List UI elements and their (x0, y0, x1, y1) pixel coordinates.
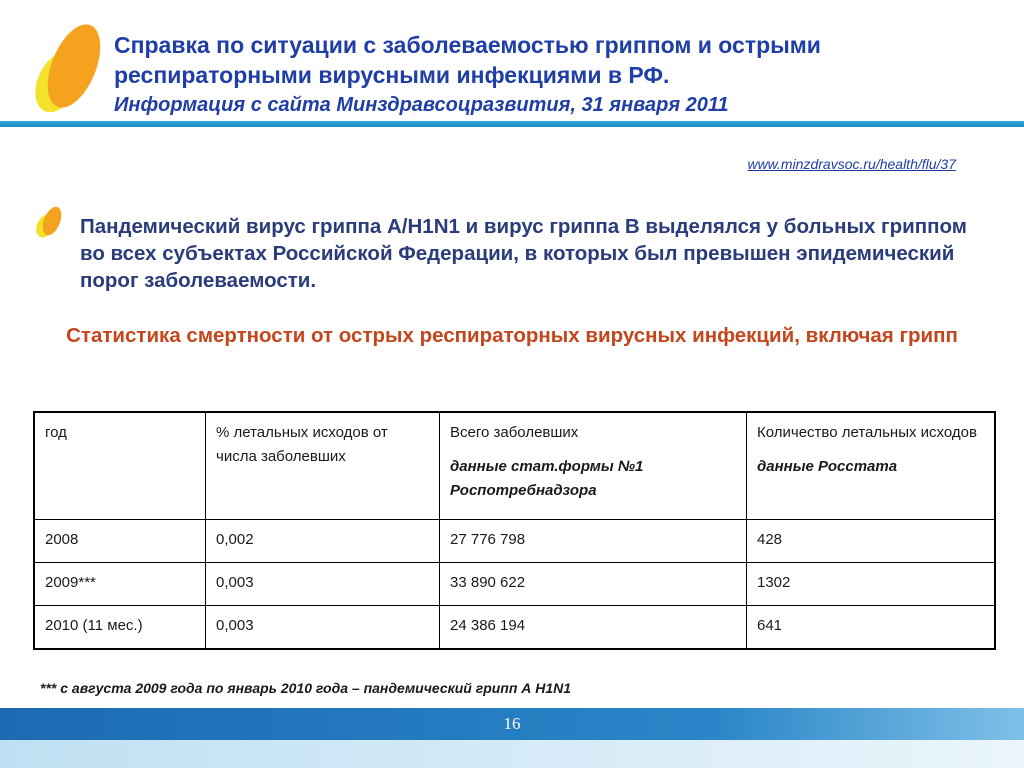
header-cell-lethal-percent (206, 412, 440, 520)
header-label: Всего заболевших (450, 424, 579, 441)
header-cell-lethal-count (747, 412, 996, 520)
cell-year: 2010 (11 мес.) (34, 606, 206, 650)
header-source-note: данные стат.формы №1 Роспотребнадзора (450, 458, 644, 499)
source-link[interactable]: www.minzdravsoc.ru/health/flu/37 (747, 156, 956, 172)
footnote: *** с августа 2009 года по январь 2010 года – пандемический грипп А H1N1 (40, 680, 572, 696)
table-row (34, 563, 995, 606)
header-cell-total-cases (440, 412, 747, 520)
header-cell-year (34, 412, 206, 520)
section-heading: Статистика смертности от острых респираторных вирусных инфекций, включая грипп (66, 324, 958, 347)
cell-lethal-count: 641 (747, 606, 996, 650)
page-number: 16 (503, 714, 521, 733)
cell-total-cases: 27 776 798 (440, 520, 747, 563)
cell-total-cases: 24 386 194 (440, 606, 747, 650)
cell-total-cases: 33 890 622 (440, 563, 747, 606)
cell-year: 2008 (34, 520, 206, 563)
header-label: год (45, 424, 67, 441)
header-label: Количество летальных исходов (757, 424, 977, 441)
cell-lethal-count: 428 (747, 520, 996, 563)
bullet-icon (32, 204, 66, 240)
footer-stripe (0, 740, 1024, 768)
cell-lethal-count: 1302 (747, 563, 996, 606)
bullet-text: Пандемический вирус гриппа А/H1N1 и вирус гриппа В выделялся у больных гриппом во всех субъектах Российской Федерации, в которых был превышен эпидемический порог заболеваемости. (80, 215, 967, 292)
cell-lethal-percent: 0,002 (206, 520, 440, 563)
cell-lethal-percent: 0,003 (206, 606, 440, 650)
page-subtitle: Информация с сайта Минздравсоцразвития, 31 января 2011 (114, 94, 729, 116)
cell-lethal-percent: 0,003 (206, 563, 440, 606)
logo-icon (24, 14, 104, 124)
statistics-table (33, 411, 996, 650)
header-label: % летальных исходов от числа заболевших (216, 424, 388, 465)
page-title: Справка по ситуации с заболеваемостью гриппом и острыми респираторными вирусными инфекциями в РФ. (114, 32, 821, 88)
cell-year: 2009*** (34, 563, 206, 606)
table-header-row (34, 412, 995, 520)
header-source-note: данные Росстата (757, 458, 898, 475)
header-divider (0, 121, 1024, 127)
table-row (34, 520, 995, 563)
table-row (34, 606, 995, 650)
